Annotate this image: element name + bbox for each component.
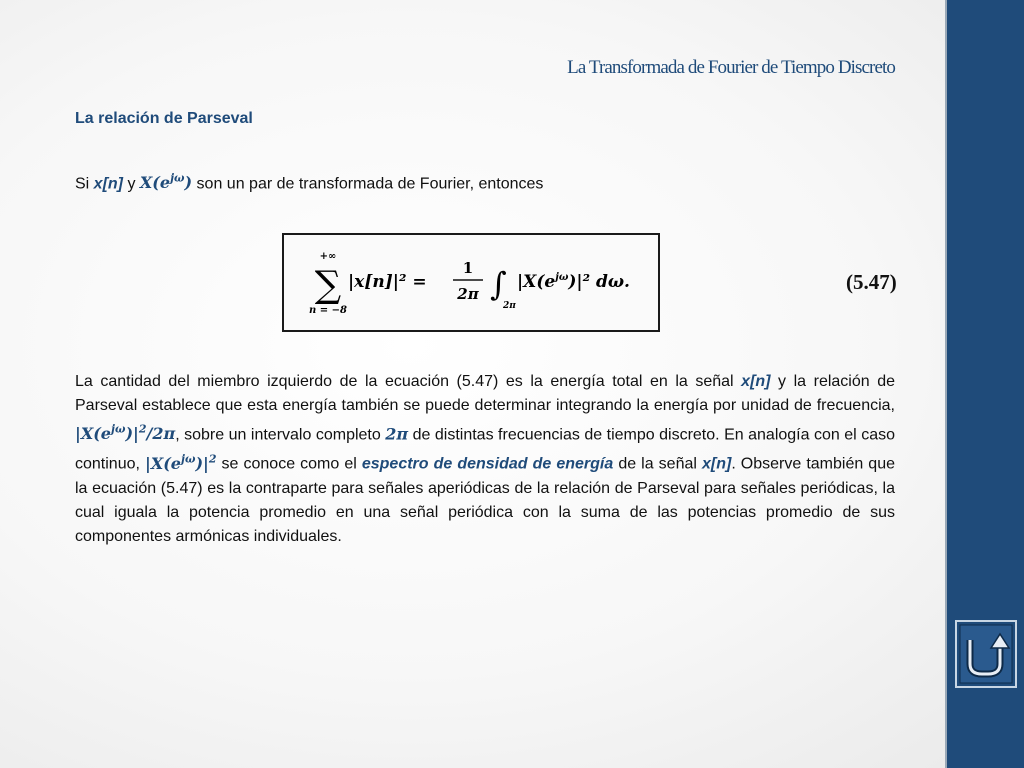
integral-subscript: 2π [503,301,516,311]
equation-number: (5.47) [846,270,897,294]
interval-2pi: 2π [385,424,409,444]
transform-X: $X(e^{j\omega})$ [139,172,193,193]
equation-rhs: $|X(e^{j\omega})|^2$ dω. [517,272,630,292]
sum-upper-limit: +∞ [319,251,337,262]
term-densidad-energia: de densidad de energía [433,455,614,473]
energy-spectrum-expr: $|X(e^{j\omega})|^2$ [145,452,217,473]
energy-density-expr: $|X(e^{j\omega})|^2/2\pi$ [75,423,176,444]
section-heading: La relación de Parseval [75,110,253,127]
integral-symbol: ∫ [490,265,507,303]
slide-title: La Transformada de Fourier de Tiempo Discreto [567,57,895,78]
body-paragraph: La cantidad del miembro izquierdo de la ecuación (5.47) es la energía total en la señal x[n] y la relación de Parseval establece que esta energía también se puede determinar integrando la energía por unidad de frecuencia, $|X(e^{j\omega})|^2/2\pi$, sobre un intervalo completo 2π de distintas frecuencias de tiempo discreto. En analogía con el caso continuo, $|X(e^{j\omega})|^2$ se conoce como el espectro de densidad de energía de la señal x[n]. Observe también que la ecuación (5.47) es la contraparte para señales aperiódicas de la relación de Parseval para señales periódicas, la cual iguala la potencia promedio en una señal periódica con la suma de las potencias promedio de sus componentes armónicas individuales. [75,373,896,545]
fraction-denominator: 2π [457,285,479,303]
sum-symbol: ∑ [314,263,342,306]
parseval-equation [284,235,658,330]
fraction-numerator: 1 [462,259,474,277]
sum-lower-limit: n = −8 [309,305,347,316]
return-arrow-icon [955,620,1017,688]
signal-x-n: x[n] [701,455,732,473]
return-button[interactable] [955,620,1017,688]
intro-sentence: Si x[n] y $X(e^{j\omega})$ son un par de transformada de Fourier, entonces [75,172,544,193]
parseval-equation-box [282,233,660,332]
equation-lhs: |x[n]|² = [348,272,427,292]
term-espectro: espectro [361,455,429,473]
signal-x-n: x[n] [93,175,123,193]
signal-x-n: x[n] [741,373,771,390]
